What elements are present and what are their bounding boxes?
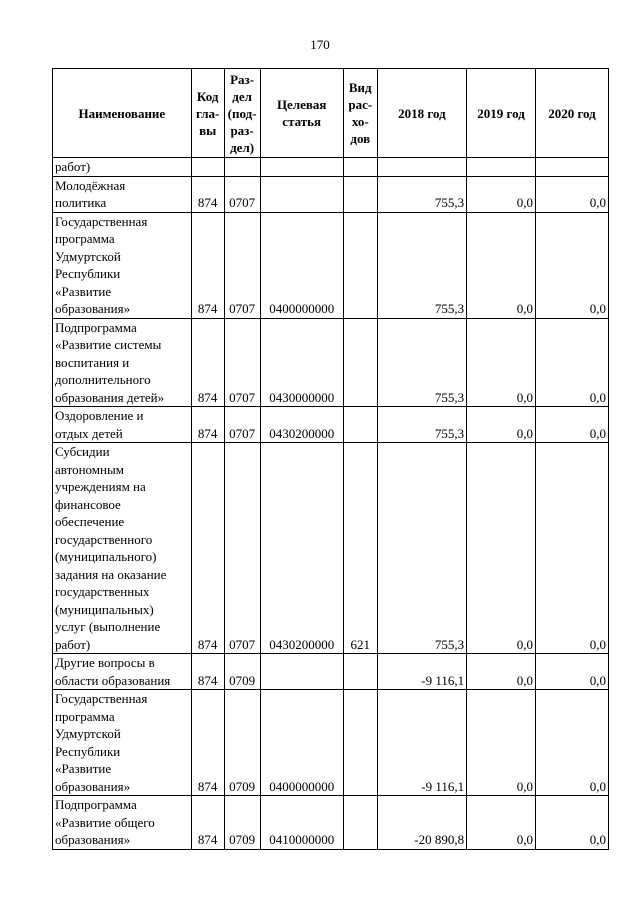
cell-code: [191, 158, 224, 177]
header-2019: 2019 год: [467, 69, 536, 158]
table-row: [53, 690, 609, 796]
header-section: Раз- дел (под- раз- дел): [224, 69, 260, 158]
cell-expense: [343, 176, 377, 212]
header-2018: 2018 год: [377, 69, 466, 158]
cell-2019: 0,0: [467, 407, 536, 443]
cell-2020: 0,0: [535, 654, 608, 690]
cell-2019: 0,0: [467, 443, 536, 654]
cell-2019: 0,0: [467, 176, 536, 212]
cell-name: Другие вопросы в области образования: [53, 654, 192, 690]
cell-2019: [467, 158, 536, 177]
cell-target: [260, 654, 343, 690]
cell-code: 874: [191, 212, 224, 318]
cell-2020: 0,0: [535, 407, 608, 443]
table-row: [53, 158, 609, 177]
cell-2020: 0,0: [535, 176, 608, 212]
cell-name: Подпрограмма «Развитие общего образования»: [53, 796, 192, 850]
cell-target: 0430200000: [260, 407, 343, 443]
header-target: Целевая статья: [260, 69, 343, 158]
cell-target: 0430200000: [260, 443, 343, 654]
cell-section: 0709: [224, 654, 260, 690]
cell-name: работ): [53, 158, 192, 177]
header-2020: 2020 год: [535, 69, 608, 158]
cell-name: Молодёжная политика: [53, 176, 192, 212]
cell-2020: 0,0: [535, 212, 608, 318]
cell-name: Государственная программа Удмуртской Республики «Развитие образования»: [53, 690, 192, 796]
header-expense: Вид рас- хо- дов: [343, 69, 377, 158]
cell-2019: 0,0: [467, 690, 536, 796]
cell-2020: 0,0: [535, 318, 608, 407]
cell-2019: 0,0: [467, 318, 536, 407]
table-row: [53, 443, 609, 654]
cell-expense: [343, 654, 377, 690]
cell-section: 0707: [224, 212, 260, 318]
cell-name: Государственная программа Удмуртской Республики «Развитие образования»: [53, 212, 192, 318]
cell-target: [260, 158, 343, 177]
cell-code: 874: [191, 318, 224, 407]
cell-2020: 0,0: [535, 690, 608, 796]
cell-target: [260, 176, 343, 212]
table-row: [53, 407, 609, 443]
cell-code: 874: [191, 654, 224, 690]
table-row: [53, 212, 609, 318]
cell-code: 874: [191, 690, 224, 796]
cell-2018: 755,3: [377, 318, 466, 407]
table-row: [53, 654, 609, 690]
cell-2018: 755,3: [377, 407, 466, 443]
cell-2019: 0,0: [467, 212, 536, 318]
cell-2019: 0,0: [467, 796, 536, 850]
cell-2018: 755,3: [377, 176, 466, 212]
table-body: [53, 158, 609, 850]
cell-expense: 621: [343, 443, 377, 654]
cell-target: 0400000000: [260, 690, 343, 796]
cell-2018: 755,3: [377, 443, 466, 654]
cell-2020: [535, 158, 608, 177]
cell-expense: [343, 690, 377, 796]
cell-code: 874: [191, 407, 224, 443]
cell-2018: -20 890,8: [377, 796, 466, 850]
cell-code: 874: [191, 443, 224, 654]
cell-2019: 0,0: [467, 654, 536, 690]
cell-2020: 0,0: [535, 443, 608, 654]
cell-expense: [343, 796, 377, 850]
cell-name: Субсидии автономным учреждениям на финансовое обеспечение государственного (муниципального) задания на оказание государственных (муниципальных) услуг (выполнение работ): [53, 443, 192, 654]
page-number: 170: [310, 37, 330, 52]
cell-name: Оздоровление и отдых детей: [53, 407, 192, 443]
cell-target: 0410000000: [260, 796, 343, 850]
cell-2018: 755,3: [377, 212, 466, 318]
cell-section: 0707: [224, 318, 260, 407]
cell-section: 0707: [224, 176, 260, 212]
cell-section: 0709: [224, 796, 260, 850]
cell-expense: [343, 318, 377, 407]
cell-target: 0400000000: [260, 212, 343, 318]
cell-expense: [343, 212, 377, 318]
cell-2020: 0,0: [535, 796, 608, 850]
cell-2018: -9 116,1: [377, 690, 466, 796]
table-row: [53, 796, 609, 850]
cell-section: 0707: [224, 407, 260, 443]
cell-section: 0709: [224, 690, 260, 796]
table-row: [53, 176, 609, 212]
cell-2018: -9 116,1: [377, 654, 466, 690]
cell-code: 874: [191, 796, 224, 850]
cell-expense: [343, 407, 377, 443]
cell-target: 0430000000: [260, 318, 343, 407]
cell-code: 874: [191, 176, 224, 212]
header-code: Код гла- вы: [191, 69, 224, 158]
table-row: [53, 318, 609, 407]
cell-2018: [377, 158, 466, 177]
cell-name: Подпрограмма «Развитие системы воспитания и дополнительного образования детей»: [53, 318, 192, 407]
table-header-row: [53, 69, 609, 158]
header-name: Наименование: [53, 69, 192, 158]
cell-section: [224, 158, 260, 177]
cell-expense: [343, 158, 377, 177]
budget-table: [52, 68, 609, 850]
cell-section: 0707: [224, 443, 260, 654]
